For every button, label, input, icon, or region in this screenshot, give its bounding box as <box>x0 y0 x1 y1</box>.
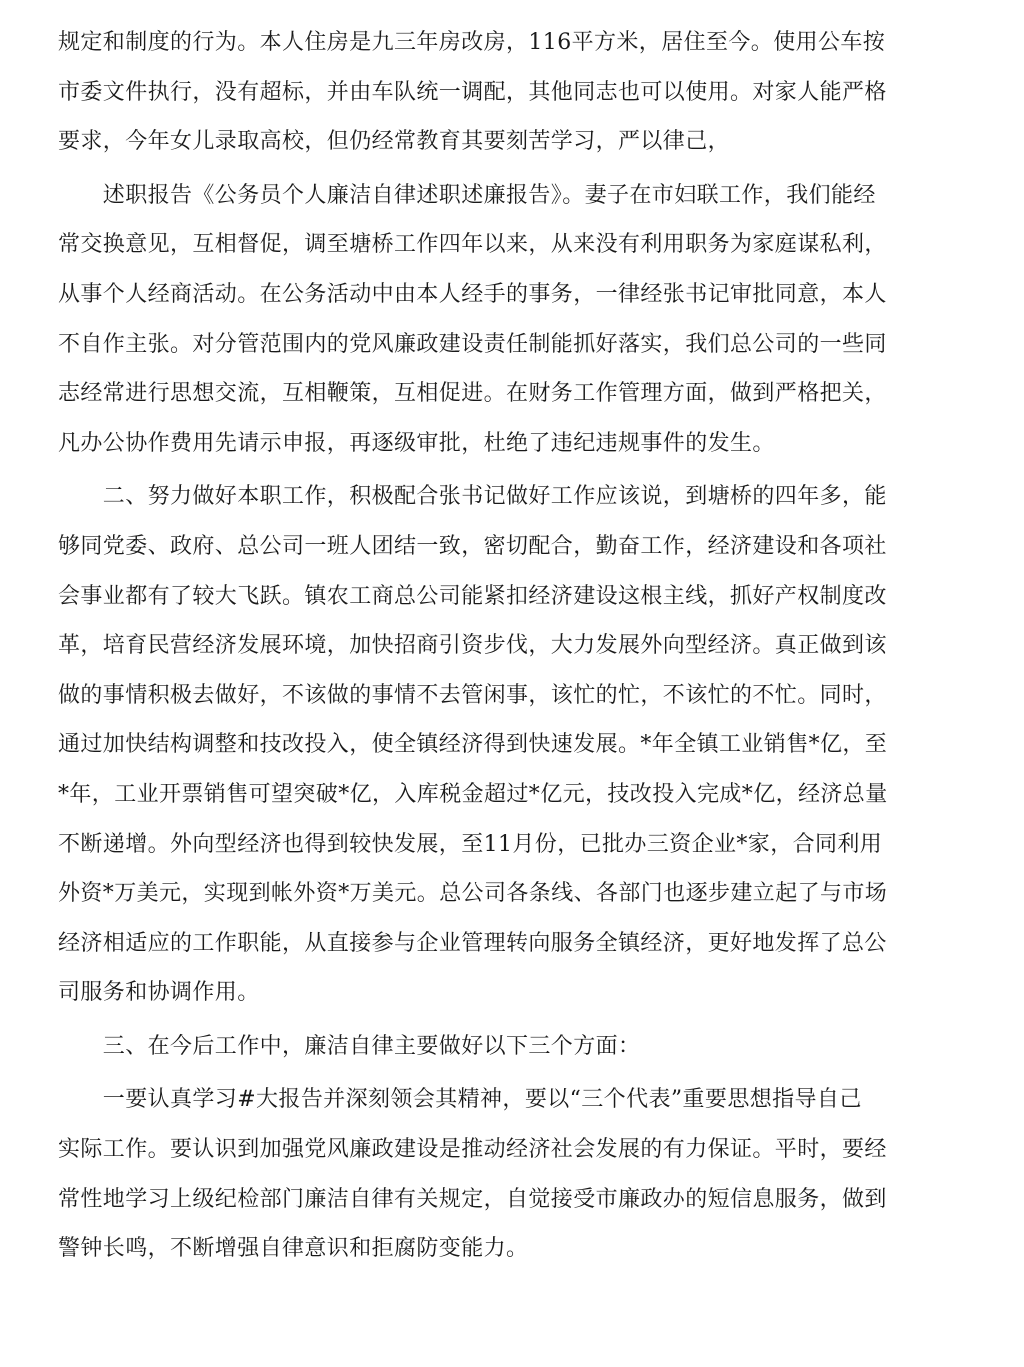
paragraph-5: 一要认真学习#大报告并深刻领会其精神，要以“三个代表”重要思想指导自己 实际工作。要认识到加强党风廉政建设是推动经济社会发展的有力保证。平时，要经 常性地学习上级纪检部门廉洁自律有关规定，自觉接受市廉政办的短信息服务，做到 警钟长鸣，不断增强自律意识和拒腐防变能力。 <box>58 1087 887 1262</box>
paragraph-4: 三、在今后工作中，廉洁自律主要做好以下三个方面： <box>58 1033 641 1059</box>
paragraph-2: 述职报告《公务员个人廉洁自律述职述廉报告》。妻子在市妇联工作，我们能经 常交换意见，互相督促，调至塘桥工作四年以来，从来没有利用职务为家庭谋私利， 从事个人经商活动。在公务活动中由本人经手的事务，一律经张书记审批同意，本人 不自作主张。对分管范围内的党风廉政建设责任制能抓好落实，我们总公司的一些同 志经常进行思想交流，互相鞭策，互相促进。在财务工作管理方面，做到严格把关， 凡办公协作费用先请示申报，再逐级审批，杜绝了违纪违规事件的发生。 <box>58 182 887 456</box>
document-page <box>58 18 928 1274</box>
paragraph-3: 二、努力做好本职工作，积极配合张书记做好工作应该说，到塘桥的四年多，能 够同党委、政府、总公司一班人团结一致，密切配合，勤奋工作，经济建设和各项社 会事业都有了较大飞跃。镇农工商总公司能紧扣经济建设这根主线，抓好产权制度改 革，培育民营经济发展环境，加快招商引资步伐，大力发展外向型经济。真正做到该 做的事情积极去做好，不该做的事情不去管闲事，该忙的忙，不该忙的不忙。同时， 通过加快结构调整和技改投入，使全镇经济得到快速发展。*年全镇工业销售*亿，至 *年，工业开票销售可望突破*亿，入库税金超过*亿元，技改投入完成*亿，经济总量 不断递增。外向型经济也得到较快发展，至11月份，已批办三资企业*家，合同利用 外资*万美元，实现到帐外资*万美元。总公司各条线、各部门也逐步建立起了与市场 经济相适应的工作职能，从直接参与企业管理转向服务全镇经济，更好地发挥了总公 司服务和协调作用。 <box>58 484 888 1006</box>
paragraph-1: 规定和制度的行为。本人住房是九三年房改房，116平方米，居住至今。使用公车按 市委文件执行，没有超标，并由车队统一调配，其他同志也可以使用。对家人能严格 要求，今年女儿录取高校，但仍经常教育其要刻苦学习，严以律己， <box>58 30 887 155</box>
